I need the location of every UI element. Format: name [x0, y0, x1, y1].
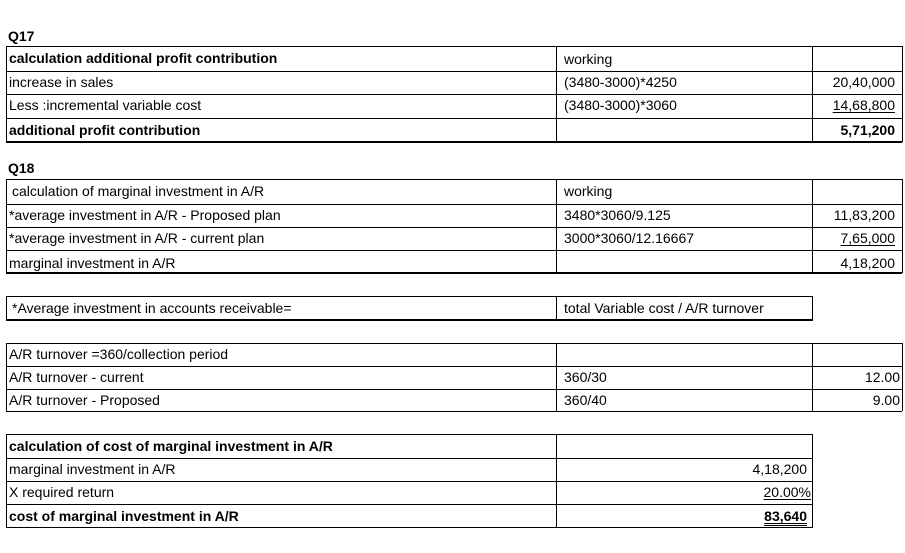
grid-line — [6, 366, 902, 367]
q17-label: Q17 — [8, 28, 35, 44]
q18-row-label: *average investment in A/R - current plan — [9, 230, 265, 246]
grid-line — [6, 319, 813, 321]
turnover-row-value: 12.00 — [864, 369, 900, 385]
turnover-row-working: 360/40 — [564, 392, 607, 408]
cost-total-value: 83,640 — [764, 508, 807, 524]
turnover-row-working: 360/30 — [564, 369, 607, 385]
grid-line — [556, 179, 557, 273]
grid-line — [556, 296, 557, 320]
cost-total-label: cost of marginal investment in A/R — [9, 508, 239, 524]
grid-line — [902, 179, 903, 273]
grid-line — [812, 343, 813, 411]
grid-line — [6, 179, 7, 273]
grid-line — [6, 343, 7, 411]
q17-total-value: 5,71,200 — [840, 122, 895, 138]
grid-line — [6, 504, 813, 505]
grid-line — [902, 46, 903, 142]
q17-row-working: (3480-3000)*4250 — [564, 74, 677, 90]
q18-header: calculation of marginal investment in A/R — [12, 183, 265, 199]
cost-row-value: 20.00% — [763, 484, 811, 500]
grid-line — [6, 343, 902, 344]
grid-line — [6, 204, 902, 205]
grid-line — [6, 46, 902, 47]
grid-line — [6, 46, 7, 142]
cost-header: calculation of cost of marginal investment in A/R — [9, 438, 333, 454]
grid-line — [556, 434, 557, 527]
q18-working-label: working — [564, 183, 613, 199]
turnover-row-label: A/R turnover - Proposed — [9, 392, 160, 408]
q18-total-label: marginal investment in A/R — [9, 255, 176, 271]
q17-row-value: 20,40,000 — [832, 74, 895, 90]
avg-note-formula: total Variable cost / A/R turnover — [564, 300, 764, 316]
q18-row-value: 7,65,000 — [840, 230, 895, 246]
q17-row-label: Less :incremental variable cost — [9, 97, 202, 113]
q18-total-value: 4,18,200 — [840, 255, 895, 271]
grid-line — [6, 481, 813, 482]
grid-line — [6, 179, 902, 180]
cost-row-value: 4,18,200 — [752, 461, 807, 477]
q18-row-value: 11,83,200 — [833, 207, 895, 223]
cost-row-label: marginal investment in A/R — [9, 461, 176, 477]
grid-line — [6, 296, 813, 297]
q17-row-working: (3480-3000)*3060 — [564, 97, 677, 113]
q17-total-label: additional profit contribution — [9, 122, 201, 138]
grid-line — [6, 71, 902, 72]
q18-row-working: 3480*3060/9.125 — [564, 207, 671, 223]
grid-line — [6, 227, 902, 228]
grid-line — [812, 179, 813, 273]
grid-line — [6, 434, 7, 527]
q17-row-label: increase in sales — [9, 74, 114, 90]
q18-row-label: *average investment in A/R - Proposed plan — [9, 207, 281, 223]
q18-label: Q18 — [8, 160, 35, 176]
grid-line — [6, 94, 902, 95]
q17-header: calculation additional profit contribution — [9, 50, 278, 66]
grid-line — [556, 46, 557, 142]
grid-line — [6, 411, 902, 412]
q17-row-value: 14,68,800 — [832, 97, 895, 113]
grid-line — [6, 458, 813, 459]
grid-line — [6, 250, 902, 251]
q17-working-label: working — [564, 51, 613, 67]
grid-line — [6, 272, 902, 274]
turnover-row-value: 9.00 — [872, 392, 900, 408]
grid-line — [902, 343, 903, 411]
grid-line — [6, 434, 813, 435]
grid-line — [6, 118, 902, 119]
turnover-row-label: A/R turnover - current — [9, 369, 144, 385]
turnover-header: A/R turnover =360/collection period — [9, 346, 229, 362]
grid-line — [812, 46, 813, 142]
grid-line — [556, 343, 557, 411]
avg-note-label: *Average investment in accounts receivable= — [12, 300, 292, 316]
grid-line — [812, 434, 813, 527]
grid-line — [6, 389, 902, 390]
grid-line — [6, 296, 7, 320]
grid-line — [6, 141, 902, 143]
grid-line — [6, 527, 813, 528]
grid-line — [812, 296, 813, 320]
cost-row-label: X required return — [9, 484, 115, 500]
q18-row-working: 3000*3060/12.16667 — [564, 230, 695, 246]
